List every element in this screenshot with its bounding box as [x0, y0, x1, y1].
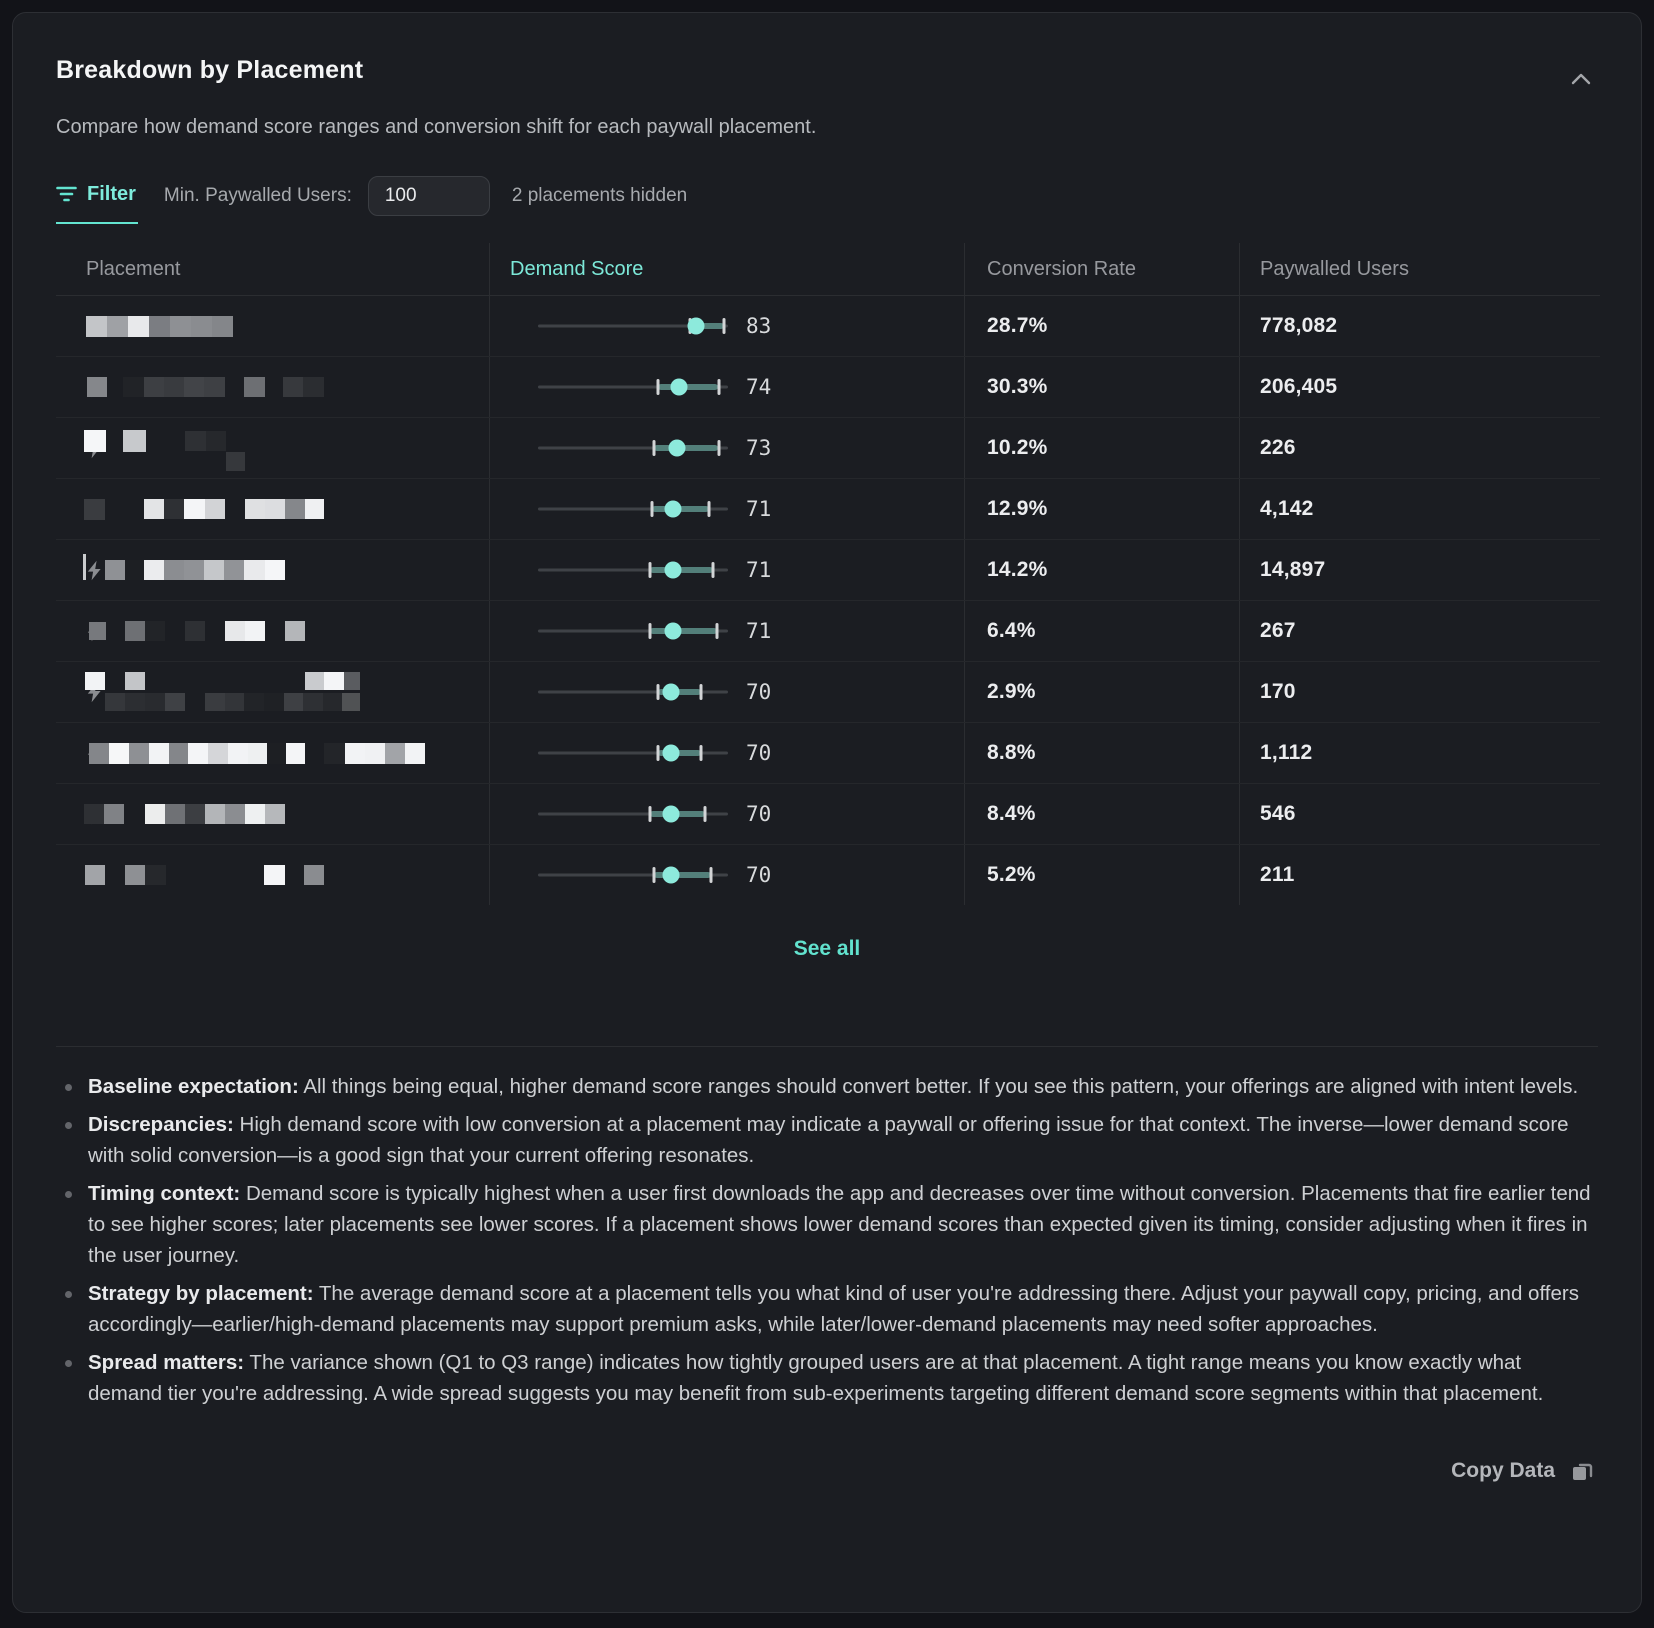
- placement-cell: [56, 723, 489, 783]
- slider-score-dot: [664, 501, 681, 518]
- redaction-block: [185, 431, 206, 451]
- redaction-block: [85, 865, 105, 885]
- redaction-block: [105, 560, 125, 580]
- redaction-block: [84, 804, 104, 824]
- slider-q1-tick: [652, 867, 655, 883]
- redaction-block: [264, 693, 284, 711]
- redaction-block: [244, 377, 265, 397]
- slider-q3-tick: [700, 684, 703, 700]
- redaction-block: [86, 316, 107, 337]
- note-item: [56, 1109, 1598, 1171]
- table-row[interactable]: [56, 295, 1600, 356]
- table-header-row: [56, 243, 1600, 295]
- note-lead: Timing context:: [88, 1182, 241, 1205]
- redaction-block: [129, 743, 149, 764]
- paywalled-users-cell: [1239, 357, 1600, 417]
- redaction-block: [205, 499, 225, 519]
- slider-q1-q3-range: [658, 384, 719, 390]
- conversion-rate-cell: [964, 845, 1239, 905]
- slider-score-dot: [663, 867, 680, 884]
- redaction-block: [286, 743, 305, 764]
- slider-score-dot: [663, 684, 680, 701]
- redaction-block: [125, 672, 145, 690]
- redacted-placement-name: [86, 296, 466, 356]
- placement-cell: [56, 357, 489, 417]
- collapse-button[interactable]: [1567, 65, 1595, 93]
- slider-q3-tick: [708, 501, 711, 517]
- note-lead: Spread matters:: [88, 1351, 245, 1374]
- note-text: High demand score with low conversion at a placement may indicate a paywall or offering issue for that context. The inverse—lower demand score with solid conversion—is a good sign that your current offering resonates.: [88, 1113, 1569, 1167]
- slider-q1-tick: [656, 684, 659, 700]
- redaction-block: [125, 560, 144, 580]
- demand-score-value: 73: [746, 436, 772, 460]
- slider-q1-tick: [656, 745, 659, 761]
- conversion-rate-value: 28.7%: [987, 314, 1048, 337]
- table-row[interactable]: [56, 783, 1600, 844]
- paywalled-users-value: 778,082: [1260, 314, 1338, 337]
- slider-q1-tick: [652, 440, 655, 456]
- table-row[interactable]: [56, 539, 1600, 600]
- paywalled-users-cell: [1239, 540, 1600, 600]
- demand-score-value: 70: [746, 863, 772, 887]
- redaction-block: [304, 865, 324, 885]
- redaction-block: [305, 499, 324, 519]
- redaction-block: [149, 743, 169, 764]
- redaction-block: [385, 743, 405, 764]
- placement-cell: [56, 845, 489, 905]
- conversion-rate-cell: [964, 662, 1239, 722]
- note-text: The average demand score at a placement tells you what kind of user you're addressing there. Adjust your paywall copy, pricing, and offers accordingly—earlier/high-demand placements may support premium asks, while later/lower-demand placements may need softer approaches.: [88, 1282, 1579, 1336]
- redaction-block: [248, 743, 267, 764]
- demand-score-value: 74: [746, 375, 772, 399]
- filter-label: Filter: [87, 182, 136, 205]
- redaction-block: [345, 743, 365, 764]
- demand-score-value: 70: [746, 680, 772, 704]
- conversion-rate-value: 2.9%: [987, 680, 1036, 703]
- conversion-rate-cell: [964, 784, 1239, 844]
- redaction-block: [145, 865, 166, 885]
- redaction-block: [245, 621, 265, 641]
- column-header-conversion-rate[interactable]: Conversion Rate: [964, 243, 1239, 295]
- redaction-block: [188, 743, 208, 764]
- redaction-block: [125, 621, 145, 641]
- redaction-block: [145, 804, 165, 824]
- placement-cell: [56, 662, 489, 722]
- redaction-block: [267, 743, 286, 764]
- redaction-block: [89, 743, 109, 764]
- slider-q1-tick: [649, 562, 652, 578]
- redaction-block: [107, 316, 128, 337]
- slider-q1-tick: [656, 379, 659, 395]
- demand-score-range-slider[interactable]: [538, 618, 728, 644]
- redaction-block: [303, 693, 323, 711]
- placement-cell: [56, 784, 489, 844]
- table-row[interactable]: [56, 844, 1600, 905]
- redaction-block: [265, 804, 285, 824]
- slider-q1-q3-range: [650, 567, 713, 573]
- redaction-block: [225, 804, 245, 824]
- redaction-block: [324, 743, 345, 764]
- redaction-block: [125, 693, 145, 711]
- redaction-block: [224, 560, 244, 580]
- slider-q3-tick: [711, 562, 714, 578]
- slider-q3-tick: [700, 745, 703, 761]
- redaction-block: [184, 377, 204, 397]
- table-body: [56, 295, 1600, 905]
- slider-q1-q3-range: [654, 445, 719, 451]
- table-row[interactable]: [56, 356, 1600, 417]
- redaction-block: [405, 743, 425, 764]
- redacted-placement-name: [86, 479, 466, 539]
- redaction-block: [165, 804, 185, 824]
- redaction-block: [305, 672, 324, 690]
- demand-score-range-slider[interactable]: [538, 374, 728, 400]
- breakdown-card: [12, 12, 1642, 1613]
- redacted-placement-name: [86, 723, 466, 783]
- note-text: Demand score is typically highest when a user first downloads the app and decreases over time without conversion. Placements that fire earlier tend to see higher scores; later placements see lower scores. If a placement shows lower demand scores than expected given its timing, consider adjusting when it fires in the user journey.: [88, 1182, 1591, 1267]
- demand-score-value: 70: [746, 741, 772, 765]
- placement-cell: [56, 418, 489, 478]
- demand-score-cell: [489, 723, 964, 783]
- redaction-block: [204, 560, 224, 580]
- redaction-block: [244, 693, 264, 711]
- paywalled-users-value: 14,897: [1260, 558, 1326, 581]
- redaction-block: [85, 672, 105, 690]
- redaction-block: [285, 499, 305, 519]
- slider-q3-tick: [717, 379, 720, 395]
- redaction-block: [303, 377, 324, 397]
- slider-q3-tick: [704, 806, 707, 822]
- demand-score-cell: [489, 418, 964, 478]
- table-row[interactable]: [56, 600, 1600, 661]
- redaction-block: [185, 804, 205, 824]
- redaction-block: [149, 316, 170, 337]
- paywalled-users-value: 170: [1260, 680, 1296, 703]
- redaction-block: [205, 693, 225, 711]
- redaction-block: [228, 743, 248, 764]
- redaction-block: [164, 377, 184, 397]
- redaction-block: [283, 377, 303, 397]
- slider-score-dot: [664, 623, 681, 640]
- note-lead: Discrepancies:: [88, 1113, 234, 1136]
- paywalled-users-cell: [1239, 662, 1600, 722]
- redaction-block: [365, 743, 385, 764]
- table-row[interactable]: [56, 722, 1600, 783]
- redaction-block: [170, 316, 191, 337]
- copy-icon: [1571, 1460, 1593, 1482]
- redaction-block: [225, 693, 244, 711]
- slider-q1-q3-range: [650, 628, 717, 634]
- notes-list: [56, 1047, 1598, 1409]
- redaction-block: [226, 452, 245, 471]
- chevron-up-icon: [1570, 72, 1592, 86]
- page-title: Breakdown by Placement: [56, 56, 364, 84]
- paywalled-users-cell: [1239, 601, 1600, 661]
- conversion-rate-value: 8.4%: [987, 802, 1036, 825]
- redaction-block: [245, 804, 265, 824]
- slider-score-dot: [687, 318, 704, 335]
- paywalled-users-value: 4,142: [1260, 497, 1314, 520]
- note-text: The variance shown (Q1 to Q3 range) indicates how tightly grouped users are at that placement. A tight range means you know exactly what demand tier you're addressing. A wide spread suggests you may benefit from sub-experiments targeting different demand score segments within that placement.: [88, 1351, 1544, 1405]
- demand-score-cell: [489, 845, 964, 905]
- note-item: [56, 1071, 1598, 1102]
- demand-score-range-slider[interactable]: [538, 862, 728, 888]
- paywalled-users-value: 267: [1260, 619, 1296, 642]
- redaction-block: [165, 693, 185, 711]
- slider-q1-tick: [649, 623, 652, 639]
- redaction-block: [191, 316, 212, 337]
- slider-score-dot: [663, 806, 680, 823]
- redaction-block: [342, 693, 360, 711]
- demand-score-cell: [489, 296, 964, 356]
- redaction-block: [265, 560, 285, 580]
- redacted-placement-name: [86, 784, 466, 844]
- demand-score-cell: [489, 479, 964, 539]
- filter-bar: [56, 171, 1598, 221]
- conversion-rate-value: 8.8%: [987, 741, 1036, 764]
- paywalled-users-value: 211: [1260, 863, 1295, 886]
- redacted-placement-name: [86, 418, 466, 478]
- paywalled-users-cell: [1239, 784, 1600, 844]
- column-header-placement[interactable]: Placement: [86, 257, 181, 280]
- redaction-block: [284, 693, 303, 711]
- conversion-rate-cell: [964, 540, 1239, 600]
- slider-q3-tick: [715, 623, 718, 639]
- redaction-block: [206, 431, 226, 451]
- min-paywalled-input[interactable]: [368, 176, 490, 216]
- slider-q1-tick: [651, 501, 654, 517]
- demand-score-range-slider[interactable]: [538, 313, 728, 339]
- card-subtitle: Compare how demand score ranges and conversion shift for each paywall placement.: [56, 116, 817, 138]
- redaction-block: [144, 560, 164, 580]
- note-item: [56, 1278, 1598, 1340]
- redaction-block: [164, 560, 184, 580]
- demand-score-value: 71: [746, 619, 772, 643]
- redaction-block: [84, 430, 106, 452]
- redaction-block: [144, 499, 164, 519]
- redaction-block: [323, 693, 342, 711]
- slider-q1-tick: [649, 806, 652, 822]
- redaction-block: [205, 804, 225, 824]
- redaction-block: [245, 499, 265, 519]
- conversion-rate-cell: [964, 723, 1239, 783]
- min-paywalled-label: Min. Paywalled Users:: [163, 185, 352, 206]
- redaction-block: [87, 377, 107, 397]
- conversion-rate-value: 6.4%: [987, 619, 1036, 642]
- conversion-rate-value: 10.2%: [987, 436, 1048, 459]
- redaction-block: [225, 621, 245, 641]
- redaction-block: [285, 621, 305, 641]
- redaction-block: [164, 499, 184, 519]
- redaction-block: [109, 743, 129, 764]
- table-row[interactable]: [56, 417, 1600, 478]
- redaction-block: [145, 621, 165, 641]
- redaction-block: [84, 499, 105, 520]
- redaction-block: [89, 622, 106, 640]
- see-all-link[interactable]: See all: [793, 937, 861, 960]
- paywalled-users-cell: [1239, 723, 1600, 783]
- paywalled-users-cell: [1239, 296, 1600, 356]
- placement-cell: [56, 540, 489, 600]
- redaction-block: [208, 743, 228, 764]
- redaction-block: [185, 621, 205, 641]
- redacted-placement-name: [86, 845, 466, 905]
- redaction-block: [145, 693, 165, 711]
- column-header-demand-score[interactable]: Demand Score: [489, 243, 964, 295]
- slider-score-dot: [670, 379, 687, 396]
- slider-score-dot: [663, 745, 680, 762]
- redacted-placement-name: [86, 662, 466, 722]
- note-item: [56, 1347, 1598, 1409]
- redaction-block: [123, 430, 146, 452]
- redaction-block: [244, 560, 265, 580]
- redaction-block: [184, 560, 204, 580]
- demand-score-value: 83: [746, 314, 772, 338]
- demand-score-cell: [489, 357, 964, 417]
- placement-cell: [56, 479, 489, 539]
- demand-score-value: 71: [746, 497, 772, 521]
- demand-score-value: 71: [746, 558, 772, 582]
- slider-q3-tick: [717, 440, 720, 456]
- redacted-placement-name: [86, 357, 466, 417]
- conversion-rate-value: 30.3%: [987, 375, 1048, 398]
- demand-score-cell: [489, 601, 964, 661]
- redaction-block: [265, 499, 285, 519]
- paywalled-users-value: 546: [1260, 802, 1296, 825]
- redaction-block: [184, 499, 205, 519]
- redaction-block: [344, 672, 360, 690]
- demand-score-range-slider[interactable]: [538, 740, 728, 766]
- redaction-block: [123, 377, 144, 397]
- placement-table: [56, 243, 1600, 905]
- redaction-block: [144, 377, 164, 397]
- redaction-block: [128, 316, 149, 337]
- conversion-rate-value: 14.2%: [987, 558, 1048, 581]
- redaction-block: [212, 316, 233, 337]
- note-text: All things being equal, higher demand score ranges should convert better. If you see this pattern, your offerings are aligned with intent levels.: [298, 1075, 1579, 1098]
- paywalled-users-cell: [1239, 845, 1600, 905]
- demand-score-range-slider[interactable]: [538, 435, 728, 461]
- conversion-rate-cell: [964, 601, 1239, 661]
- redacted-placement-name: [86, 601, 466, 661]
- redaction-block: [169, 743, 188, 764]
- demand-score-range-slider[interactable]: [538, 496, 728, 522]
- slider-q3-tick: [723, 318, 726, 334]
- conversion-rate-cell: [964, 479, 1239, 539]
- placement-cell: [56, 296, 489, 356]
- placements-hidden-note: 2 placements hidden: [511, 185, 688, 206]
- note-item: [56, 1178, 1598, 1271]
- placement-cell: [56, 601, 489, 661]
- redaction-block: [324, 672, 344, 690]
- demand-score-cell: [489, 540, 964, 600]
- conversion-rate-value: 12.9%: [987, 497, 1048, 520]
- card-footer: [56, 1459, 1598, 1483]
- conversion-rate-cell: [964, 418, 1239, 478]
- demand-score-value: 70: [746, 802, 772, 826]
- slider-q3-tick: [709, 867, 712, 883]
- table-row[interactable]: [56, 478, 1600, 539]
- paywalled-users-cell: [1239, 479, 1600, 539]
- see-all-container: [56, 937, 1598, 961]
- copy-data-label: Copy Data: [1451, 1459, 1555, 1482]
- demand-score-range-slider[interactable]: [538, 801, 728, 827]
- paywalled-users-cell: [1239, 418, 1600, 478]
- redaction-block: [264, 865, 285, 885]
- paywalled-users-value: 206,405: [1260, 375, 1338, 398]
- conversion-rate-value: 5.2%: [987, 863, 1036, 886]
- demand-score-range-slider[interactable]: [538, 557, 728, 583]
- column-header-paywalled-users[interactable]: Paywalled Users: [1239, 243, 1600, 295]
- table-row[interactable]: [56, 661, 1600, 722]
- demand-score-cell: [489, 784, 964, 844]
- demand-score-cell: [489, 662, 964, 722]
- note-lead: Strategy by placement:: [88, 1282, 314, 1305]
- redaction-block: [125, 865, 145, 885]
- slider-score-dot: [668, 440, 685, 457]
- filter-tab[interactable]: [56, 183, 138, 224]
- conversion-rate-cell: [964, 296, 1239, 356]
- copy-data-button[interactable]: [1451, 1459, 1593, 1483]
- paywalled-users-value: 1,112: [1260, 741, 1313, 764]
- redaction-block: [204, 377, 225, 397]
- redacted-placement-name: [86, 540, 466, 600]
- demand-score-range-slider[interactable]: [538, 679, 728, 705]
- paywalled-users-value: 226: [1260, 436, 1296, 459]
- note-lead: Baseline expectation:: [88, 1075, 299, 1098]
- filter-icon: [56, 184, 77, 204]
- redaction-block: [104, 804, 124, 824]
- conversion-rate-cell: [964, 357, 1239, 417]
- redaction-block: [83, 554, 86, 580]
- redaction-block: [105, 693, 125, 711]
- slider-score-dot: [664, 562, 681, 579]
